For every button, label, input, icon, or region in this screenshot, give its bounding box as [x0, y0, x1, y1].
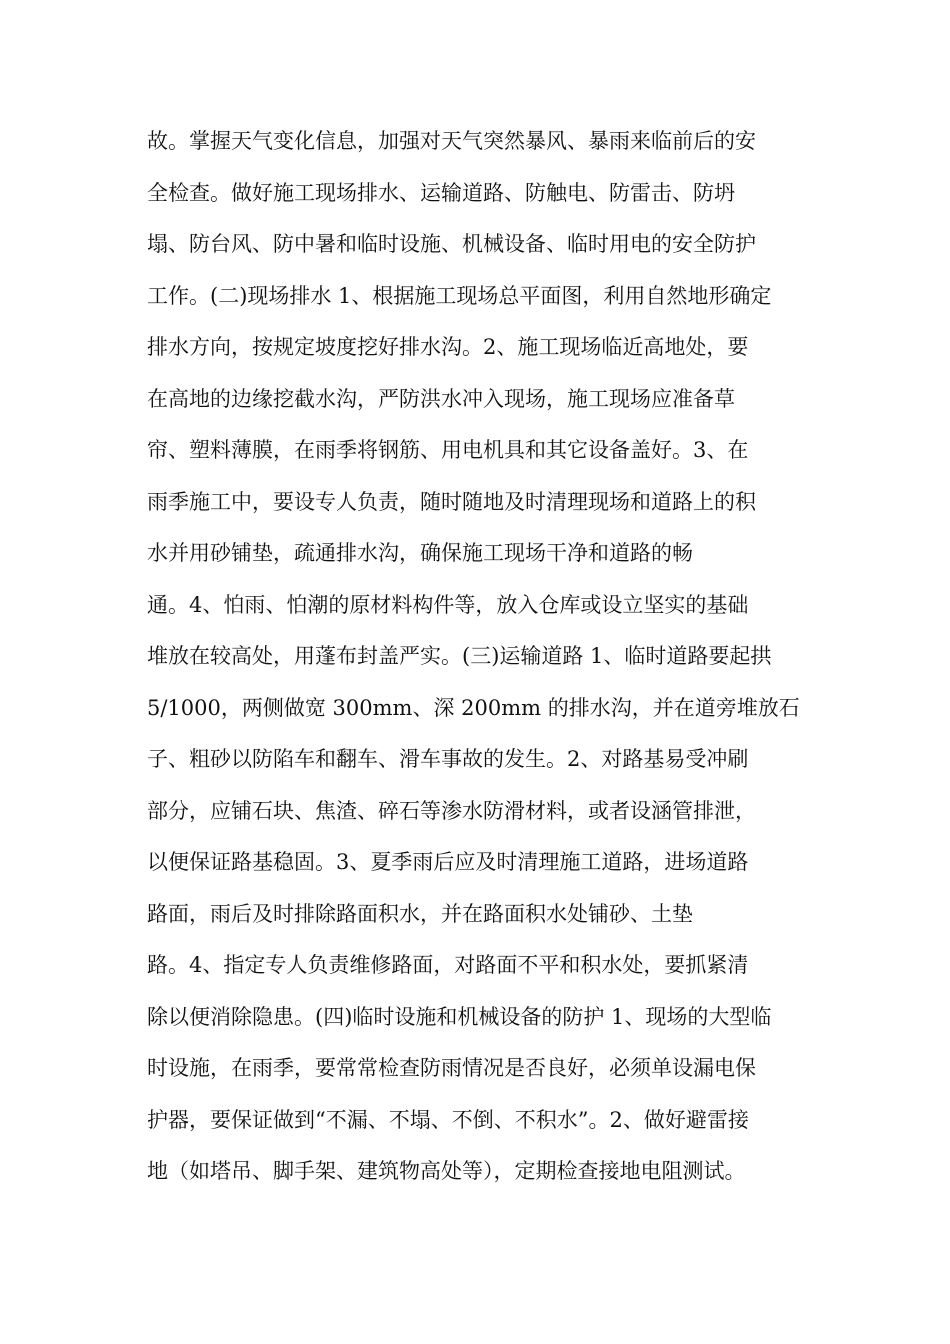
text-line: 通。4、怕雨、怕潮的原材料构件等，放入仓库或设立坚实的基础 — [147, 592, 749, 617]
text-line: 部分，应铺石块、焦渣、碎石等渗水防滑材料，或者设涵管排泄， — [147, 798, 756, 823]
text-line: 雨季施工中，要设专人负责，随时随地及时清理现场和道路上的积 — [147, 489, 756, 514]
text-line: 塌、防台风、防中暑和临时设施、机械设备、临时用电的安全防护 — [147, 232, 756, 256]
text-line: 路。4、指定专人负责维修路面，对路面不平和积水处，要抓紧清 — [147, 953, 749, 977]
text-line: 以便保证路基稳固。3、夏季雨后应及时清理施工道路，进场道路 — [147, 850, 749, 874]
text-line: 除以便消除隐患。(四)临时设施和机械设备的防护 1、现场的大型临 — [147, 1004, 772, 1029]
text-line: 水并用砂铺垫，疏通排水沟，确保施工现场干净和道路的畅 — [147, 541, 693, 565]
text-line: 帘、塑料薄膜，在雨季将钢筋、用电机具和其它设备盖好。3、在 — [147, 438, 749, 462]
text-line: 地（如塔吊、脚手架、建筑物高处等），定期检查接地电阻测试。 — [147, 1159, 746, 1183]
text-line: 全检查。做好施工现场排水、运输道路、防触电、防雷击、防坍 — [147, 180, 735, 205]
text-line: 堆放在较高处，用蓬布封盖严实。(三)运输道路 1、临时道路要起拱 — [147, 644, 772, 668]
body-text — [147, 116, 827, 1198]
text-line: 5/1000，两侧做宽 300mm、深 200mm 的排水沟，并在道旁堆放石 — [147, 695, 800, 720]
text-line: 护器，要保证做到“不漏、不塌、不倒、不积水”。2、做好避雷接 — [147, 1107, 749, 1132]
text-line: 在高地的边缘挖截水沟，严防洪水冲入现场，施工现场应准备草 — [147, 386, 735, 411]
text-line: 排水方向，按规定坡度挖好排水沟。2、施工现场临近高地处，要 — [147, 335, 749, 359]
text-line: 路面，雨后及时排除路面积水，并在路面积水处铺砂、土垫 — [147, 901, 693, 926]
text-line: 故。掌握天气变化信息，加强对天气突然暴风、暴雨来临前后的安 — [147, 129, 756, 153]
text-line: 工作。(二)现场排水 1、根据施工现场总平面图，利用自然地形确定 — [147, 283, 772, 308]
text-line: 时设施，在雨季，要常常检查防雨情况是否良好，必须单设漏电保 — [147, 1056, 756, 1080]
text-line: 子、粗砂以防陷车和翻车、滑车事故的发生。2、对路基易受冲刷 — [147, 747, 749, 771]
